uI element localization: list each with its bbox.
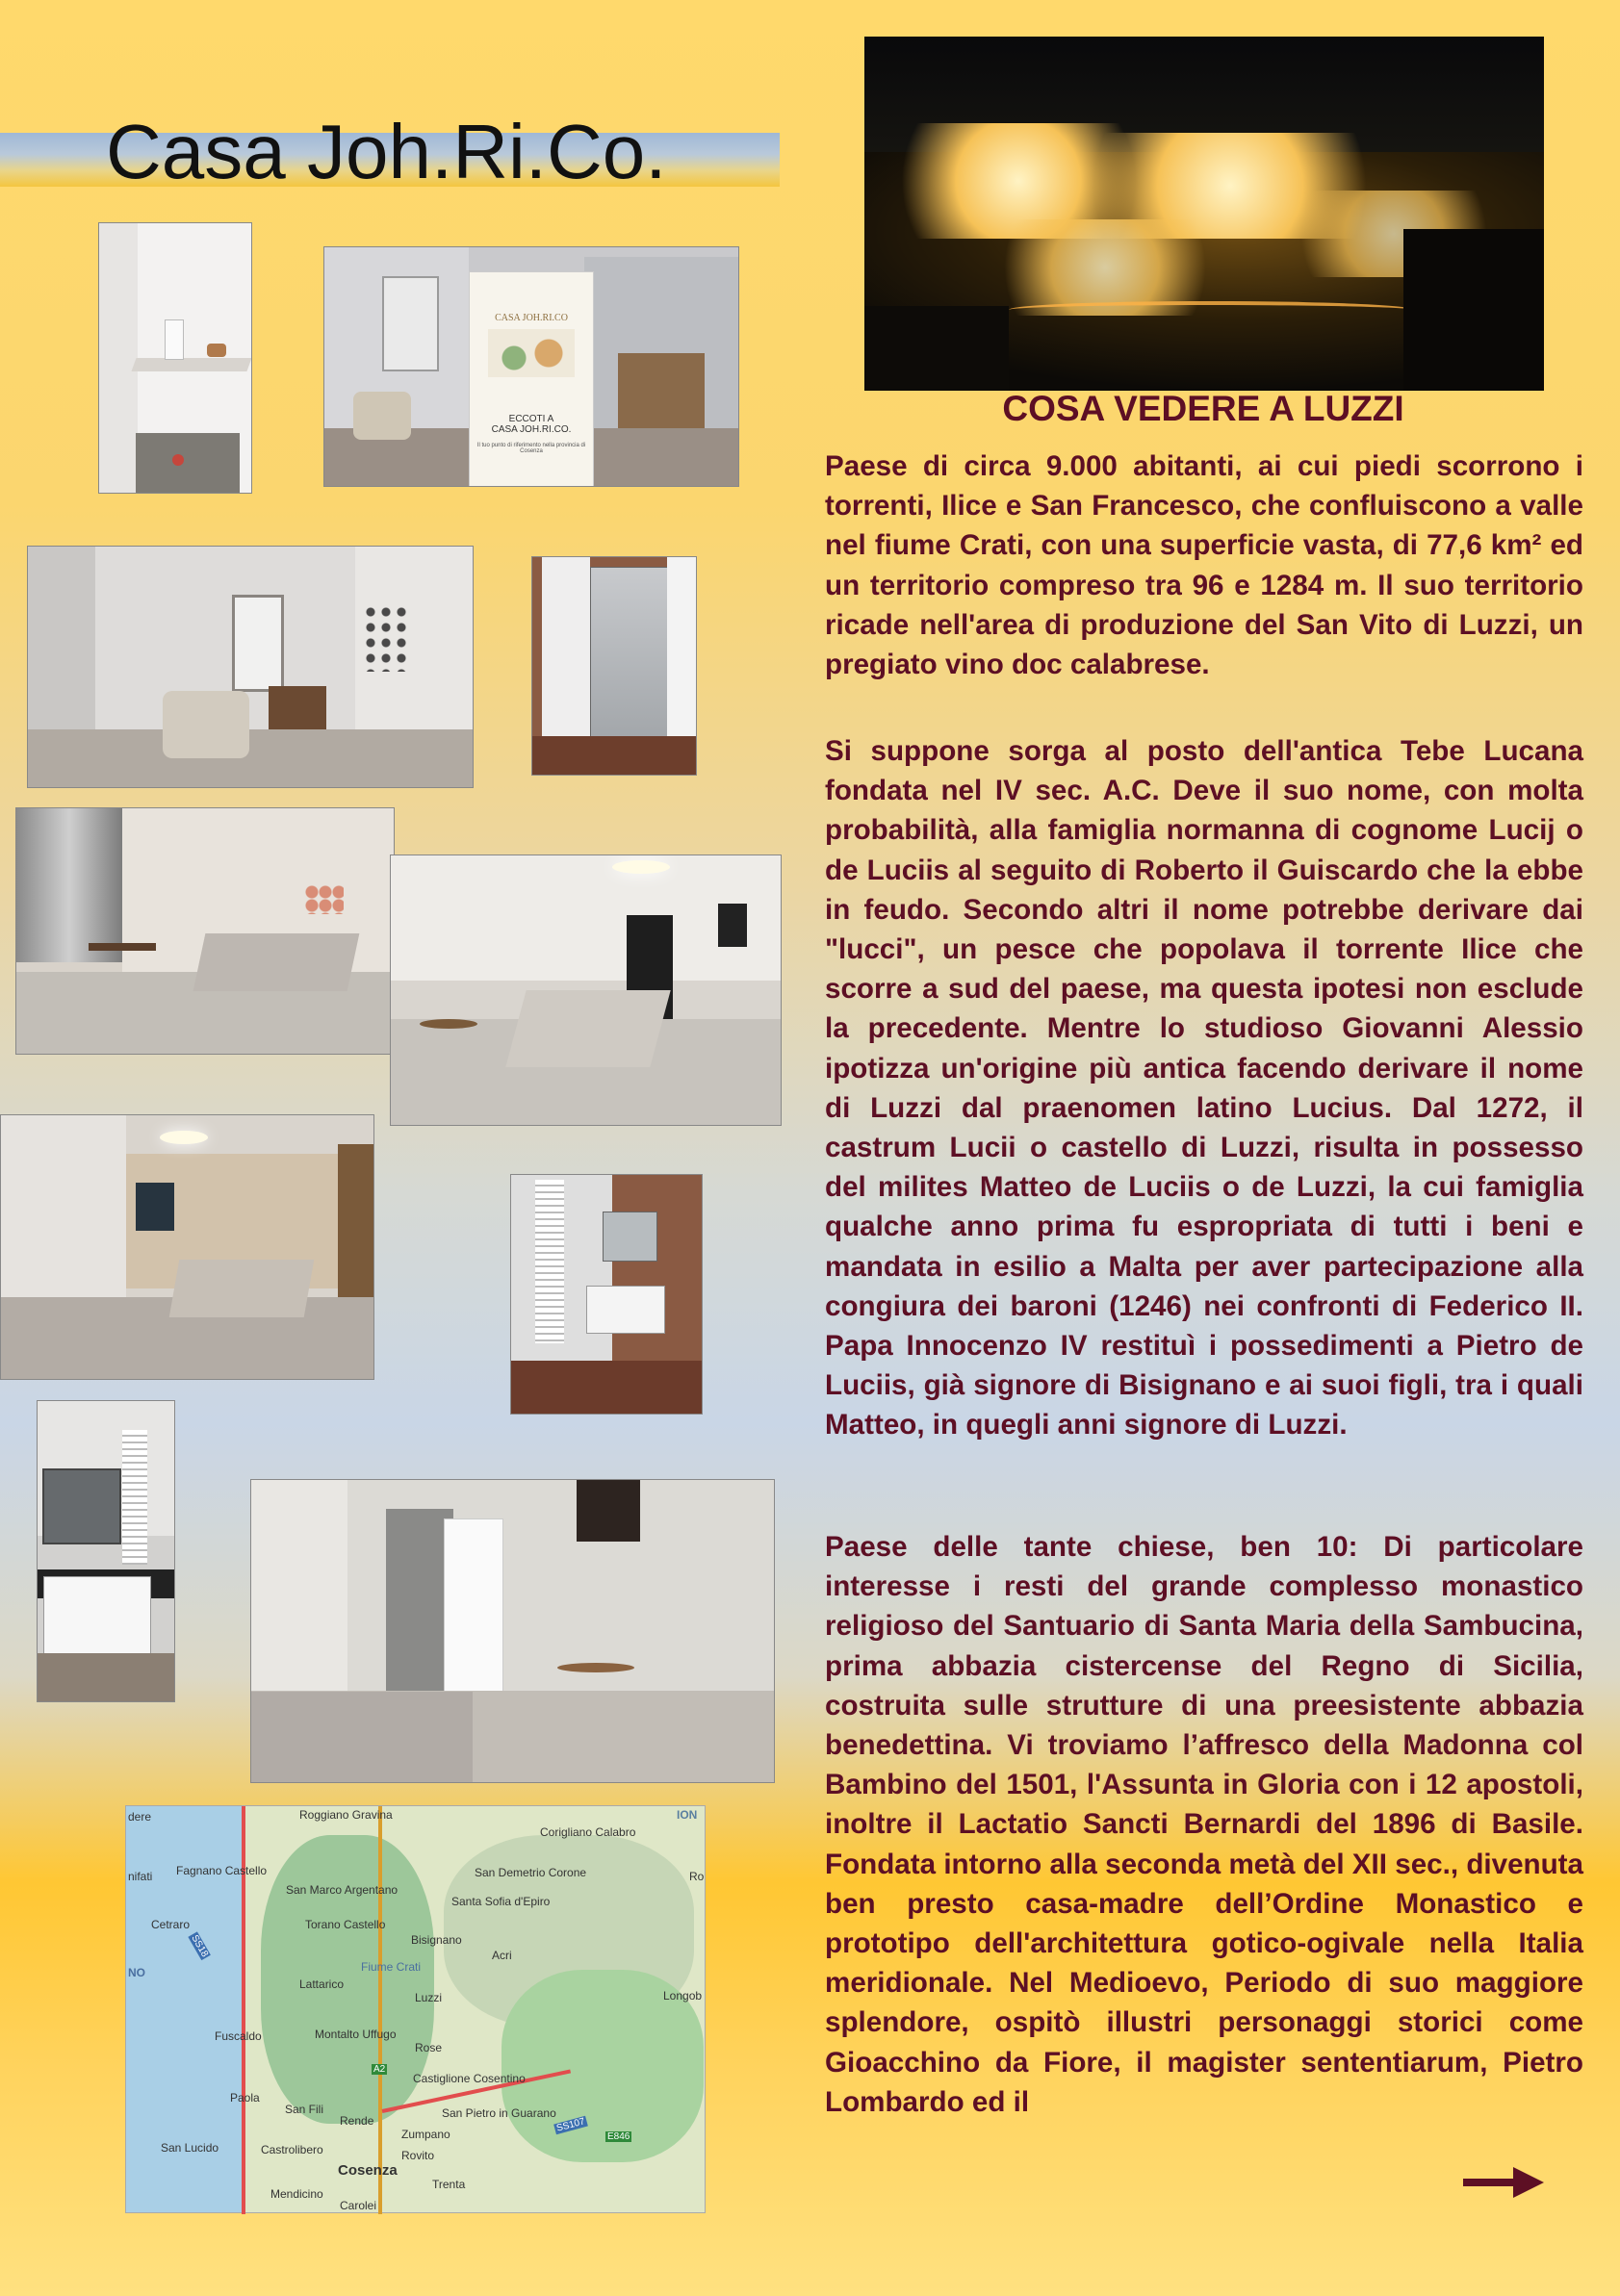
shelf-photo <box>98 222 252 494</box>
map-label: Corigliano Calabro <box>540 1825 636 1839</box>
map-label: Paola <box>230 2091 260 2105</box>
bedroom-door-photo <box>250 1479 775 1783</box>
map-label: Rose <box>415 2041 443 2054</box>
map-label: Castiglione Cosentino <box>413 2072 526 2085</box>
map-label: Castrolibero <box>261 2143 323 2156</box>
map-label: Zumpano <box>401 2128 450 2141</box>
luzzi-night-photo <box>864 37 1544 391</box>
map-label: Montalto Uffugo <box>315 2028 397 2041</box>
bathroom-sink-photo <box>510 1174 703 1415</box>
map-label: Roggiano Gravina <box>299 1808 393 1822</box>
road-sign: E846 <box>607 2131 630 2142</box>
bathroom-shower-photo <box>531 556 697 776</box>
map-label: dere <box>128 1810 152 1824</box>
map-label: San Marco Argentano <box>286 1883 399 1897</box>
twin-bedroom-photo <box>390 855 782 1126</box>
right-arrow-icon[interactable] <box>1463 2167 1544 2198</box>
map-label: Santa Sofia d'Epiro <box>451 1895 551 1908</box>
paragraph-churches: Paese delle tante chiese, ben 10: Di particolare interesse i resti del grande complesso monastico religioso del Santuario di Santa Maria della Sambucina, prima abbazia cistercense del Regno di Sicilia, costruita sulle strutture di una preesistente abbazia benedettina. Vi troviamo l’affresco della Madonna col Bambino del 1501, l'Assunta in Gloria con i 12 apostoli, inoltre il Lactatio Sancti Bernardi del 1896 di Basile. Fondata intorno alla seconda metà del XII sec., divenuta ben presto casa-madre dell’Ordine Monastico e prototipo dell'architettura gotico-ogivale nella Italia meridionale. Nel Medioevo, Periodo di suo maggiore splendore, ospitò illustri personaggi storici come Gioacchino da Fiore, il magister sententiarum, Pietro Lombardo ed il <box>825 1531 1583 2118</box>
living-room-photo <box>27 546 474 788</box>
map-label: NO <box>128 1966 145 1979</box>
page-title: Casa Joh.Ri.Co. <box>106 109 667 194</box>
map-label: Fiume Crati <box>361 1960 422 1974</box>
map-label: Trenta <box>432 2178 466 2191</box>
bathroom-vanity-photo <box>37 1400 175 1702</box>
paragraph-history: Si suppone sorga al posto dell'antica Tebe Lucana fondata nel IV sec. A.C. Deve il suo nome, con molta probabilità, alla famiglia normanna di cognome Lucij o de Luciis al seguito di Roberto il Guiscardo che la ebbe in feudo. Secondo altri il nome potrebbe derivare dai "lucci", un pesce che popolava il torrente Ilice che scorre a sud del paese, ma questa ipotesi non esclude la precedente. Mentre lo studioso Giovanni Alessio ipotizza un'origine più antica facendo derivare il nome di Luzzi dal praenomen latino Lucius. Dal 1272, il castrum Lucii o castello di Luzzi, risulta in possesso del milites Matteo de Luciis o de Luzzi, la cui famiglia qualche anno prima fu espropriata di tutti i beni e mandata in esilio a Malta per aver partecipazione alla congiura dei baroni (1246) nei confronti di Federico II. Papa Innocenzo IV restituì i possedimenti a Pietro de Luciis, già signore di Bisignano e ai suoi figli, tra i quali Matteo, in quegli anni signore di Luzzi. <box>825 735 1583 1441</box>
section-heading: COSA VEDERE A LUZZI <box>1002 389 1404 428</box>
map-label: Lattarico <box>299 1977 345 1991</box>
map-label: Mendicino <box>270 2187 323 2201</box>
map-label: San Demetrio Corone <box>475 1866 587 1879</box>
map-label: Luzzi <box>415 1991 443 2004</box>
road-sign: SS18 <box>189 1933 211 1959</box>
map-label: Acri <box>492 1949 512 1962</box>
sign-name: CASA JOH.RI.CO. <box>491 424 572 435</box>
map-label: nifati <box>128 1870 153 1883</box>
sign-tagline: Il tuo punto di riferimento nella provincia di Cosenza <box>476 443 586 454</box>
map-label: San Fili <box>285 2103 324 2116</box>
sign-welcome: ECCOTI A <box>508 414 554 424</box>
map-label: Rovito <box>401 2149 435 2162</box>
map-label: Fuscaldo <box>215 2029 262 2043</box>
map-label: Carolei <box>340 2199 377 2212</box>
living-room-sign-photo <box>323 246 739 487</box>
sign-brand: CASA JOH.RI.CO <box>495 313 568 323</box>
map-label: Fagnano Castello <box>176 1864 268 1877</box>
map-label: Bisignano <box>411 1933 462 1947</box>
double-bedroom-photo <box>0 1114 374 1380</box>
map-label: Longob <box>663 1989 703 2003</box>
map-label: Ro <box>689 1870 705 1883</box>
road-sign: SS107 <box>555 2116 586 2134</box>
map-label: San Pietro in Guarano <box>442 2106 556 2120</box>
road-sign: A2 <box>373 2064 386 2075</box>
bedroom-table-photo <box>15 807 395 1055</box>
map-label: ION <box>677 1808 698 1822</box>
map-label: Cetraro <box>151 1918 191 1931</box>
area-map <box>125 1805 706 2213</box>
map-label: Cosenza <box>338 2162 398 2179</box>
map-label: San Lucido <box>161 2141 219 2155</box>
map-label: Torano Castello <box>305 1918 386 1931</box>
map-label: Rende <box>340 2114 374 2128</box>
paragraph-intro: Paese di circa 9.000 abitanti, ai cui piedi scorrono i torrenti, Ilice e San Francesco, che confluiscono a valle nel fiume Crati, con una superficie vasta, di 77,6 km² ed un territorio compreso tra 96 e 1284 m. Il suo territorio ricade nell'area di produzione del San Vito di Luzzi, un pregiato vino doc calabrese. <box>825 450 1583 681</box>
